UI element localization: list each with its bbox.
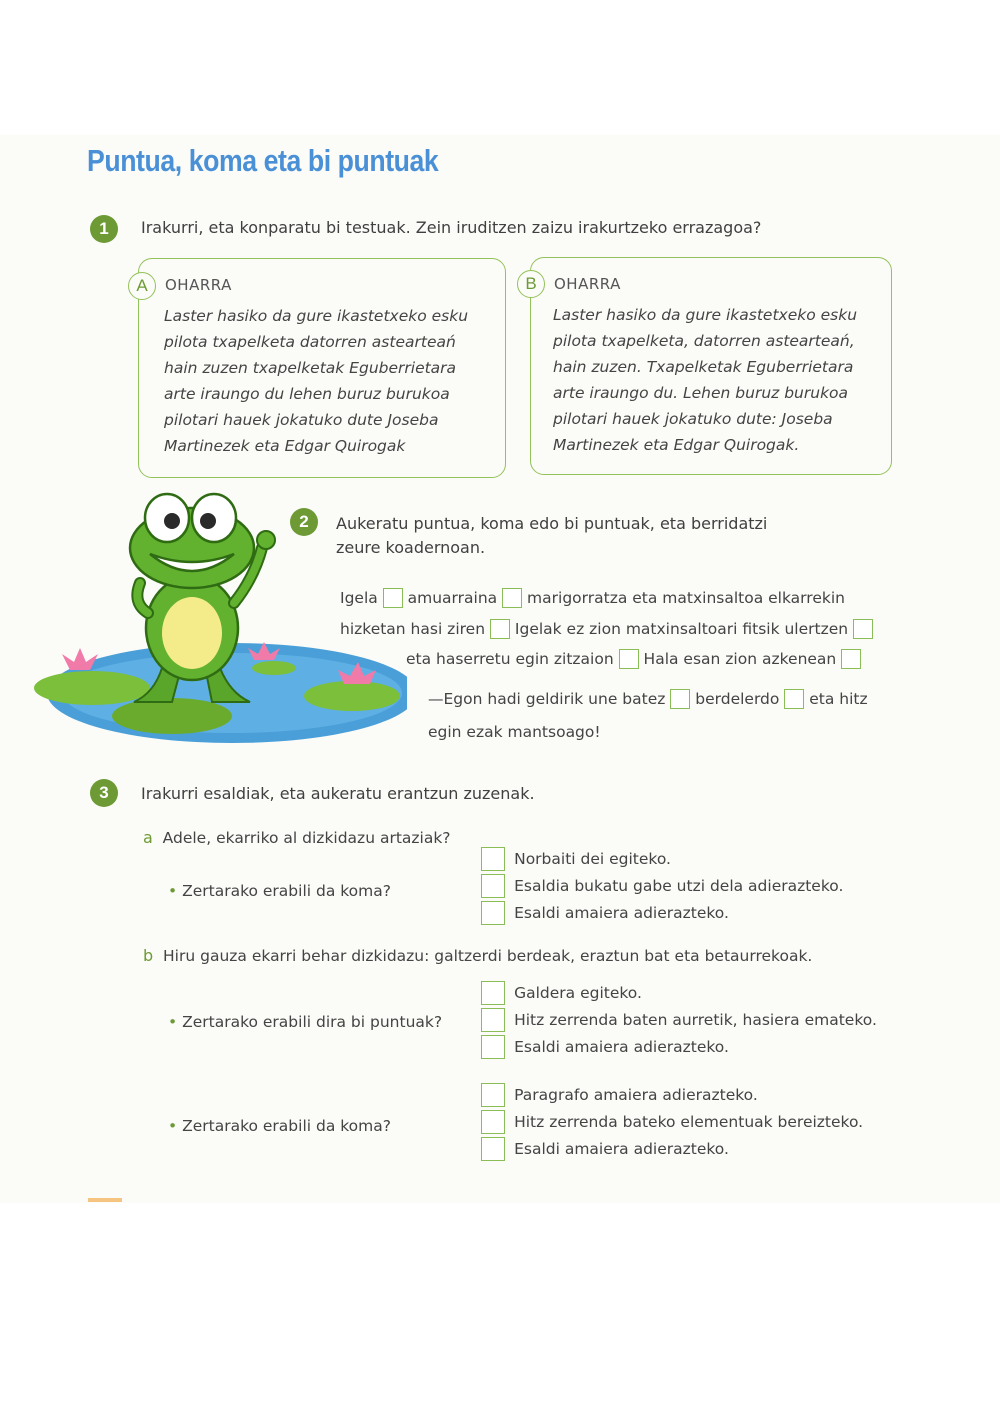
item-letter: b <box>143 946 154 965</box>
option-label: Galdera egiteko. <box>514 984 642 1002</box>
note-line: Martinezek eta Edgar Quirogak. <box>553 436 800 454</box>
note-line: arte iraungo du lehen buruz burukoa <box>164 385 450 403</box>
exercise-1-number: 1 <box>90 215 118 243</box>
question-text: Zertarako erabili dira bi puntuak? <box>182 1013 443 1031</box>
text-fragment: Hala esan zion azkenean <box>643 650 837 668</box>
option-checkbox[interactable] <box>481 901 505 925</box>
option-checkbox[interactable] <box>481 1110 505 1134</box>
exercise-2-text-line-2 <box>340 619 873 639</box>
exercise-2-text-line-1 <box>340 588 845 608</box>
lily-pad <box>252 661 296 675</box>
exercise-3-question <box>168 1117 391 1135</box>
note-box-a-badge: A <box>128 272 156 300</box>
item-sentence: Hiru gauza ekarri behar dizkidazu: galtzerdi berdeak, eraztun bat eta betaurrekoak. <box>163 947 813 965</box>
note-box-a-text <box>164 303 468 459</box>
option-checkbox[interactable] <box>481 1035 505 1059</box>
note-line: pilotari hauek jokatuko dute Joseba <box>164 411 439 429</box>
note-line: Martinezek eta Edgar Quirogak <box>164 437 406 455</box>
text-fragment: hizketan hasi ziren <box>340 620 486 638</box>
option-label: Norbaiti dei egiteko. <box>514 850 671 868</box>
note-line: Laster hasiko da gure ikastetxeko esku <box>164 307 469 325</box>
option-row[interactable] <box>481 1137 863 1164</box>
options-list <box>481 847 843 928</box>
note-box-b-text <box>553 302 857 458</box>
exercise-3-item-a <box>143 828 451 847</box>
punctuation-answer-box[interactable] <box>502 588 522 608</box>
exercise-2-text-line-5 <box>428 722 601 741</box>
punctuation-answer-box[interactable] <box>383 588 403 608</box>
cropped-page-number <box>88 1192 122 1202</box>
note-line: hain zuzen txapelketak Eguberrietara <box>164 359 457 377</box>
item-sentence: Adele, ekarriko al dizkidazu artaziak? <box>162 829 451 847</box>
text-fragment: egin ezak mantsoago! <box>428 722 601 741</box>
text-fragment: amuarraina <box>407 589 498 607</box>
exercise-1-instruction: Irakurri, eta konparatu bi testuak. Zein iruditzen zaizu irakurtzeko errazagoa? <box>141 218 762 237</box>
text-fragment: —Egon hadi geldirik une batez <box>428 690 666 708</box>
text-fragment: eta haserretu egin zitzaion <box>406 650 614 668</box>
option-label: Esaldi amaiera adierazteko. <box>514 1140 729 1158</box>
option-row[interactable] <box>481 874 843 901</box>
exercise-3-instruction: Irakurri esaldiak, eta aukeratu erantzun zuzenak. <box>141 784 535 803</box>
option-checkbox[interactable] <box>481 1008 505 1032</box>
bullet-icon: • <box>168 1013 178 1031</box>
options-list <box>481 1083 863 1164</box>
exercise-2-instruction <box>336 512 767 560</box>
punctuation-answer-box[interactable] <box>853 619 873 639</box>
note-line: Laster hasiko da gure ikastetxeko esku <box>553 306 858 324</box>
text-fragment: Igelak ez zion matxinsaltoari fitsik ulertzen <box>514 620 849 638</box>
text-fragment: berdelerdo <box>695 690 780 708</box>
exercise-2-text-line-3 <box>406 649 861 669</box>
text-fragment: eta hitz <box>809 690 868 708</box>
exercise-2-text-line-4 <box>428 689 868 709</box>
bullet-icon: • <box>168 882 178 900</box>
exercise-3-question <box>168 1013 442 1031</box>
lily-pad <box>112 698 232 734</box>
exercise-3-item-b <box>143 946 812 965</box>
exercise-2-instruction-line: zeure koadernoan. <box>336 538 486 557</box>
punctuation-answer-box[interactable] <box>784 689 804 709</box>
option-checkbox[interactable] <box>481 1083 505 1107</box>
option-row[interactable] <box>481 1083 863 1110</box>
option-row[interactable] <box>481 847 843 874</box>
punctuation-answer-box[interactable] <box>490 619 510 639</box>
option-checkbox[interactable] <box>481 981 505 1005</box>
question-text: Zertarako erabili da koma? <box>182 1117 391 1135</box>
option-label: Esaldi amaiera adierazteko. <box>514 904 729 922</box>
option-checkbox[interactable] <box>481 874 505 898</box>
options-list <box>481 981 877 1062</box>
punctuation-answer-box[interactable] <box>670 689 690 709</box>
option-row[interactable] <box>481 901 843 928</box>
exercise-2-number: 2 <box>290 508 318 536</box>
note-box-a-heading: OHARRA <box>165 276 232 294</box>
bullet-icon: • <box>168 1117 178 1135</box>
exercise-3-question <box>168 882 391 900</box>
option-label: Hitz zerrenda bateko elementuak bereizteko. <box>514 1113 864 1131</box>
text-fragment: marigorratza eta matxinsaltoa elkarrekin <box>527 589 845 607</box>
page-title: Puntua, koma eta bi puntuak <box>87 143 439 178</box>
option-label: Paragrafo amaiera adierazteko. <box>514 1086 758 1104</box>
option-checkbox[interactable] <box>481 847 505 871</box>
exercise-3-number: 3 <box>90 779 118 807</box>
item-letter: a <box>143 828 153 847</box>
option-row[interactable] <box>481 1110 863 1137</box>
note-box-b-badge: B <box>517 270 545 298</box>
note-line: pilota txapelketa, datorren astearteań, <box>553 332 855 350</box>
option-row[interactable] <box>481 1035 877 1062</box>
note-line: arte iraungo du. Lehen buruz burukoa <box>553 384 849 402</box>
punctuation-answer-box[interactable] <box>619 649 639 669</box>
option-row[interactable] <box>481 981 877 1008</box>
option-row[interactable] <box>481 1008 877 1035</box>
question-text: Zertarako erabili da koma? <box>182 882 391 900</box>
option-label: Esaldi amaiera adierazteko. <box>514 1038 729 1056</box>
note-line: pilota txapelketa datorren astearteań <box>164 333 456 351</box>
note-box-b-heading: OHARRA <box>554 275 621 293</box>
option-checkbox[interactable] <box>481 1137 505 1161</box>
note-line: pilotari hauek jokatuko dute: Joseba <box>553 410 833 428</box>
punctuation-answer-box[interactable] <box>841 649 861 669</box>
lily-pad <box>34 671 150 705</box>
option-label: Hitz zerrenda baten aurretik, hasiera emateko. <box>514 1011 877 1029</box>
text-fragment: Igela <box>340 589 378 607</box>
exercise-2-instruction-line: Aukeratu puntua, koma edo bi puntuak, eta berridatzi <box>336 514 768 533</box>
lily-pad <box>304 681 400 711</box>
note-line: hain zuzen. Txapelketak Eguberrietara <box>553 358 854 376</box>
option-label: Esaldia bukatu gabe utzi dela adierazteko. <box>514 877 844 895</box>
